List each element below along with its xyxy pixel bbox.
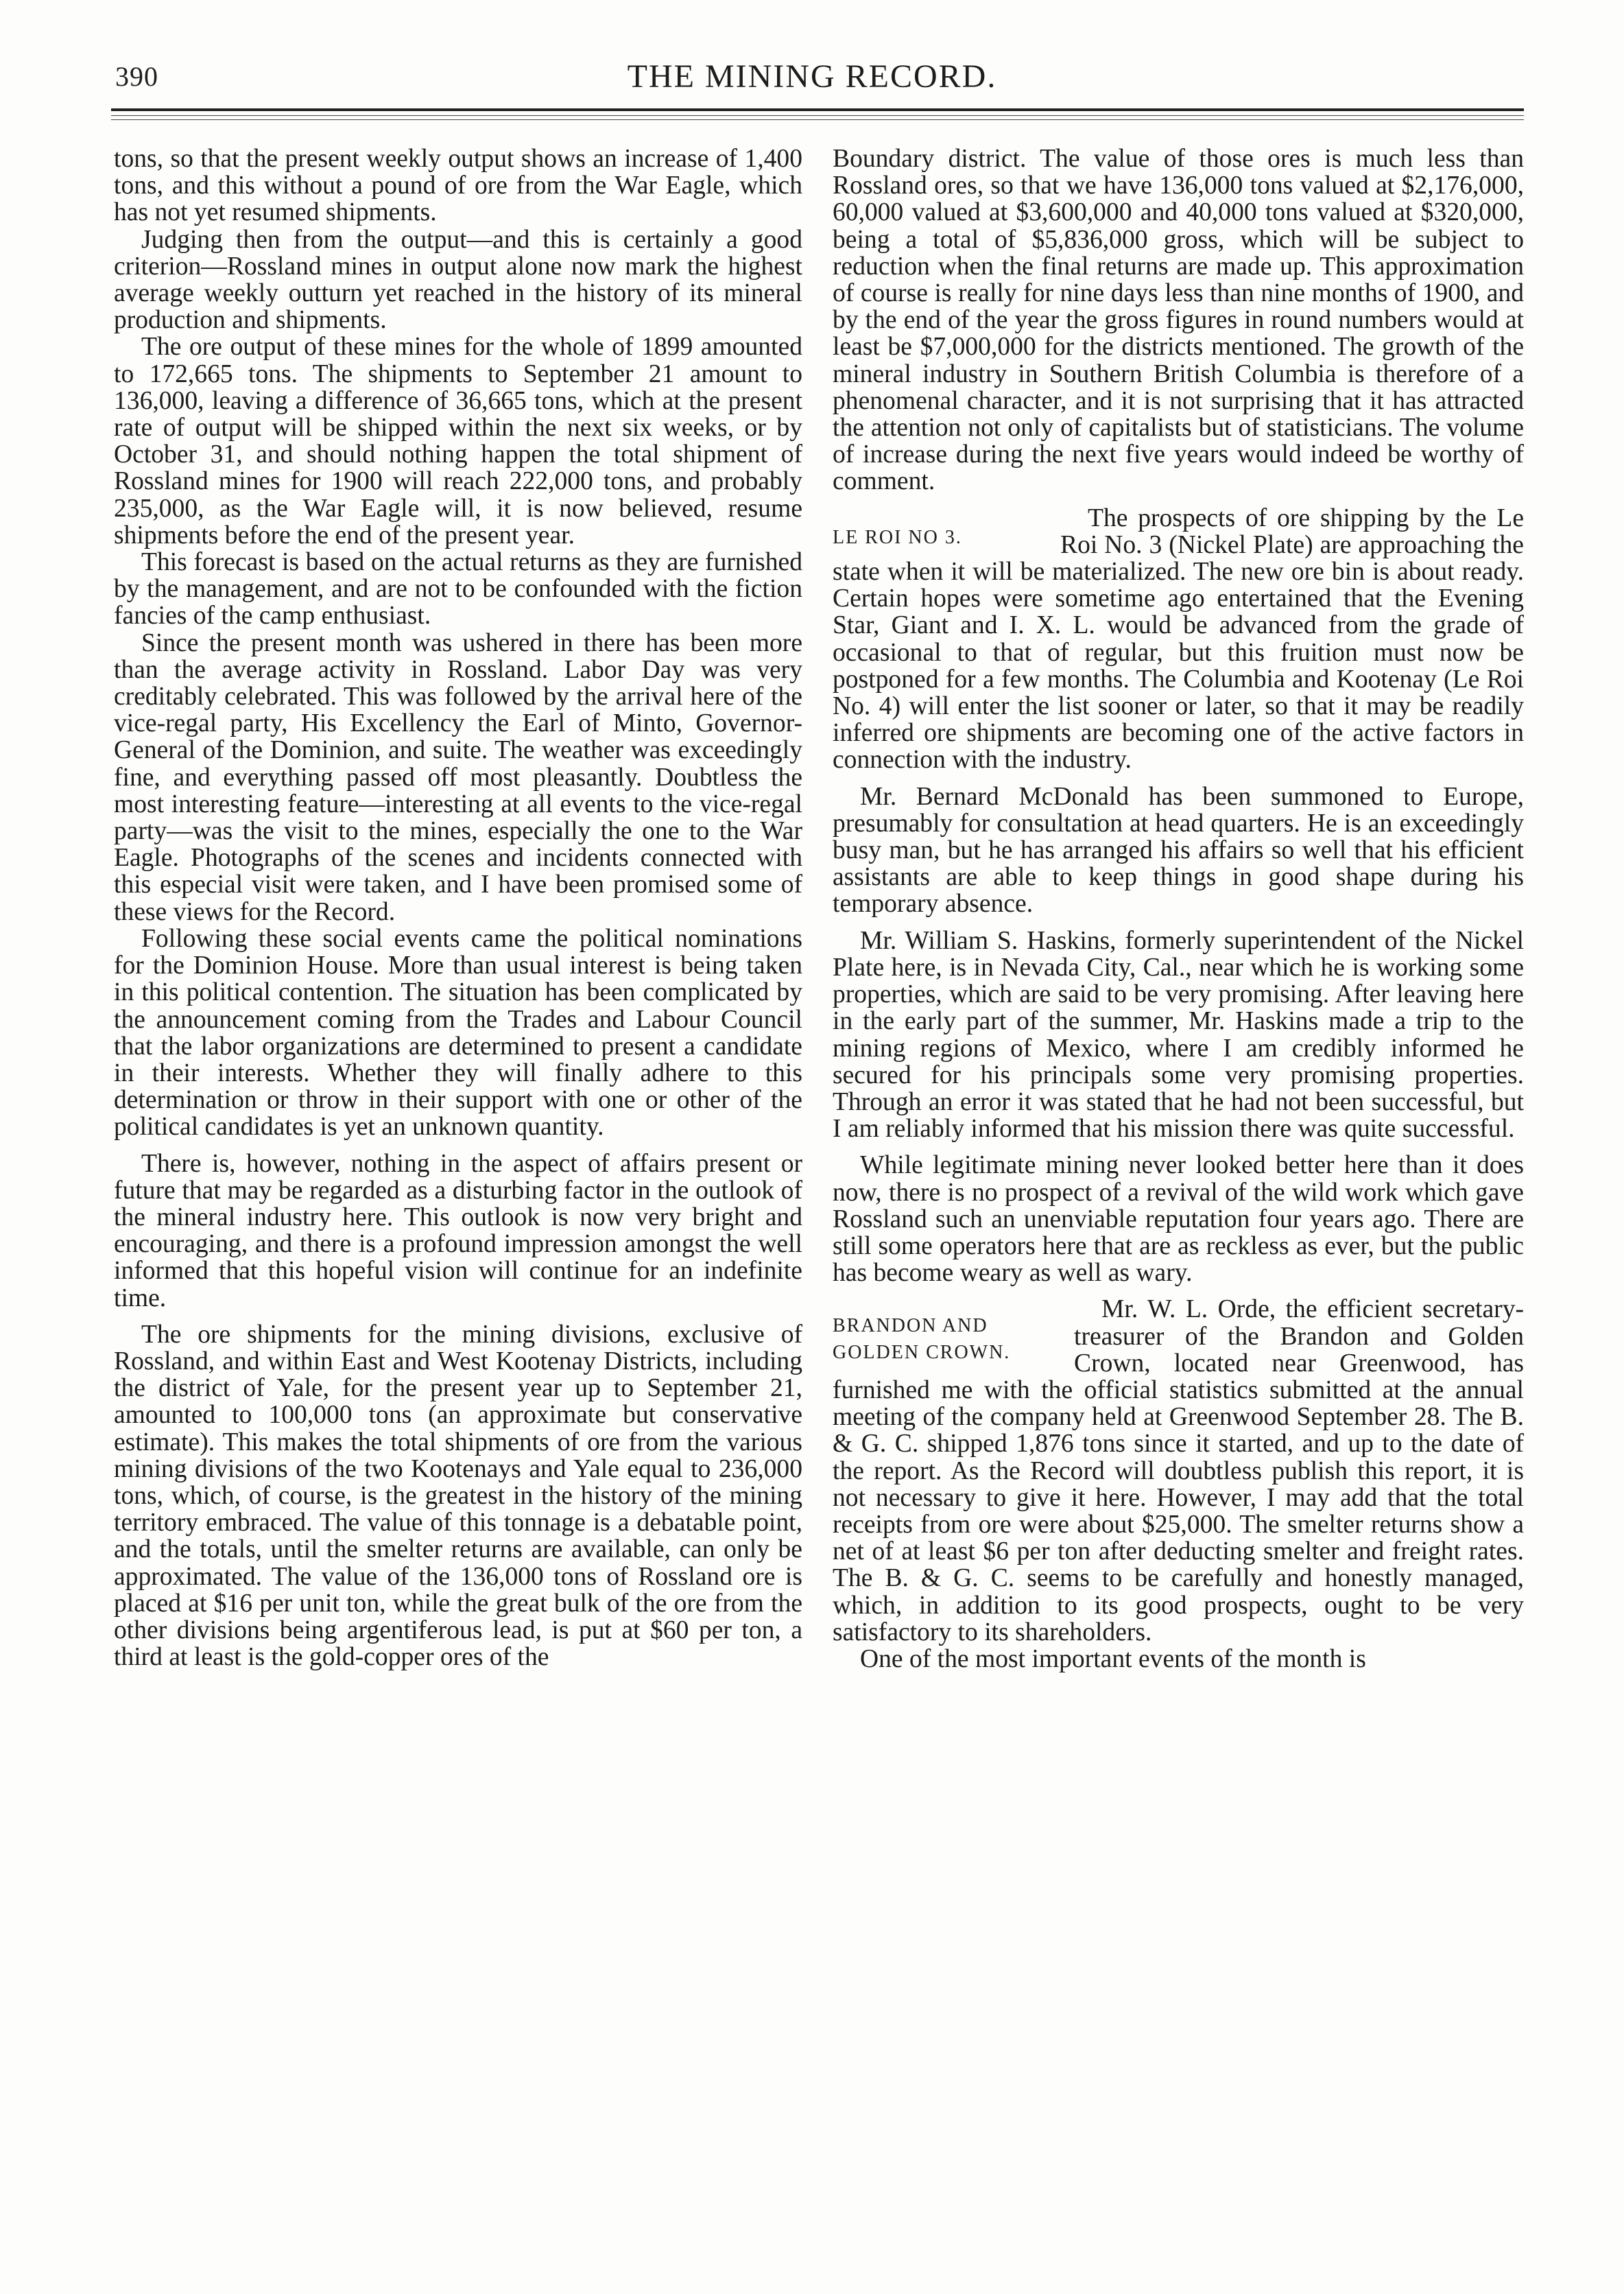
header-rule-thin: [111, 115, 1524, 116]
paragraph: While legitimate mining never looked better here than it does now, there is no prospect of a revival of the wild work which gave Rossland such an unenviable reputation four years ago. There are still some operators here that are as reckless as ever, but the public has become weary as well as wary.: [833, 1151, 1524, 1288]
paragraph: The prospects of ore shipping by the Le Roi No. 3 (Nickel Plate) are approaching the state when it will be materialized. The new ore bin is about ready. Certain hopes were sometime ago entertained that the Evening Star, Giant and I. X. L. would be advanced from the grade of occasional to that of regular, but this fruition must now be postponed for a few months. The Columbia and Kootenay (Le Roi No. 4) will enter the list sooner or later, so that it may be readily inferred ore shipments are becoming one of the active factors in connection with the industry.: [833, 504, 1524, 774]
page-number: 390: [115, 61, 158, 92]
header-rule-thick: [111, 108, 1524, 111]
right-column: [833, 145, 1524, 2262]
paragraph: Mr. Bernard McDonald has been summoned to Europe, presumably for consultation at head quarters. He is an exceedingly busy man, but he has arranged his affairs so well that his efficient assistants are able to keep things in good shape during his temporary absence.: [833, 782, 1524, 919]
paragraph: One of the most important events of the month is: [860, 1644, 1366, 1673]
page-header: [0, 0, 1624, 158]
sidehead-line: GOLDEN CROWN.: [833, 1342, 1011, 1364]
paragraph: Mr. W. L. Orde, the efficient secretary-treasurer of the Brandon and Golden Crown, located near Greenwood, has furnished me with the official statistics submitted at the annual meeting of the company held at Greenwood September 28. The B. & G. C. shipped 1,876 tons since it started, and up to the date of the report. As the Record will doubtless publish this report, it is not necessary to give it here. However, I may add that the total receipts from ore were about $25,000. The smelter returns show a net of at least $6 per ton after deducting smelter and freight rates. The B. & G. C. seems to be carefully and honestly managed, which, in addition to its good prospects, ought to be very satisfactory to its shareholders.: [833, 1295, 1524, 1646]
header-rule-thin-lower: [111, 119, 1524, 120]
paragraph: tons, so that the present weekly output shows an increase of 1,400 tons, and this without a pound of ore from the War Eagle, which has not yet resumed shipments.: [114, 145, 802, 227]
paragraph: Judging then from the output—and this is certainly a good criterion—Rossland mines in output alone now mark the highest average weekly outturn yet reached in the history of its mineral production and shipments.: [114, 225, 802, 335]
paragraph: There is, however, nothing in the aspect of affairs present or future that may be regarded as a disturbing factor in the outlook of the mineral industry here. This outlook is now very bright and encouraging, and there is a profound impression amongst the well informed that this hopeful vision will continue for an indefinite time.: [114, 1149, 802, 1312]
paragraph: This forecast is based on the actual returns as they are furnished by the management, and are not to be confounded with the fiction fancies of the camp enthusiast.: [114, 548, 802, 630]
sidehead-brandon-golden-crown: [833, 1312, 1059, 1366]
paragraph: Since the present month was ushered in there has been more than the average activity in Rossland. Labor Day was very creditably celebrated. This was followed by the arrival here of the vice-regal party, His Excellency the Earl of Minto, Governor-General of the Dominion, and suite. The weather was exceedingly fine, and everything passed off most pleasantly. Doubtless the most interesting feature—interesting at all events to the vice-regal party—was the visit to the mines, especially the one to the War Eagle. Photographs of the scenes and incidents connected with this especial visit were taken, and I have been promised some of these views for the Record.: [114, 628, 802, 926]
sidehead-line: BRANDON AND: [833, 1315, 988, 1337]
sidehead-le-roi-no-3: LE ROI NO 3.: [833, 526, 962, 548]
paragraph: Following these social events came the political nominations for the Dominion House. More than usual interest is being taken in this political contention. The situation has been complicated by the announcement coming from the Trades and Labour Council that the labor organizations are determined to present a candidate in their interests. Whether they will finally adhere to this determination or throw in their support with one or other of the political candidates is yet an unknown quantity.: [114, 924, 802, 1142]
paragraph: Mr. William S. Haskins, formerly superintendent of the Nickel Plate here, is in Nevada City, Cal., near which he is working some properties, which are said to be very promising. After leaving here in the early part of the summer, Mr. Haskins made a trip to the mining regions of Mexico, where I am credibly informed he secured for his principals some very promising properties. Through an error it was stated that he had not been successful, but I am reliably informed that his mission there was quite successful.: [833, 926, 1524, 1144]
journal-title: THE MINING RECORD.: [627, 58, 997, 95]
paragraph: The ore shipments for the mining divisions, exclusive of Rossland, and within East and West Kootenay Districts, including the district of Yale, for the present year up to September 21, amounted to 100,000 tons (an approximate but conservative estimate). This makes the total shipments of ore from the various mining divisions of the two Kootenays and Yale equal to 236,000 tons, which, of course, is the greatest in the history of the mining territory embraced. The value of this tonnage is a debatable point, and the totals, until the smelter returns are available, can only be approximated. The value of the 136,000 tons of Rossland ore is placed at $16 per unit ton, while the great bulk of the ore from the other divisions being argentiferous lead, is put at $60 per ton, a third at least is the gold-copper ores of the: [114, 1320, 802, 1672]
paragraph: The ore output of these mines for the whole of 1899 amounted to 172,665 tons. The shipments to September 21 amount to 136,000, leaving a difference of 36,665 tons, which at the present rate of output will be shipped within the next six weeks, or by October 31, and should nothing happen the total shipment of Rossland mines for 1900 will reach 222,000 tons, and probably 235,000, as the War Eagle will, it is now believed, resume shipments before the end of the present year.: [114, 333, 802, 549]
left-column: [114, 145, 802, 2262]
paragraph: Boundary district. The value of those ores is much less than Rossland ores, so that we have 136,000 tons valued at $2,176,000, 60,000 valued at $3,600,000 and 40,000 tons valued at $320,000, being a total of $5,836,000 gross, which will be subject to reduction when the final returns are made up. This approximation of course is really for nine days less than nine months of 1900, and by the end of the year the gross figures in round numbers would at least be $7,000,000 for the districts mentioned. The growth of the mineral industry in Southern British Columbia is therefore of a phenomenal character, and it is not surprising that it has attracted the attention not only of capitalists but of statisticians. The volume of increase during the next five years would indeed be worthy of comment.: [833, 145, 1524, 496]
